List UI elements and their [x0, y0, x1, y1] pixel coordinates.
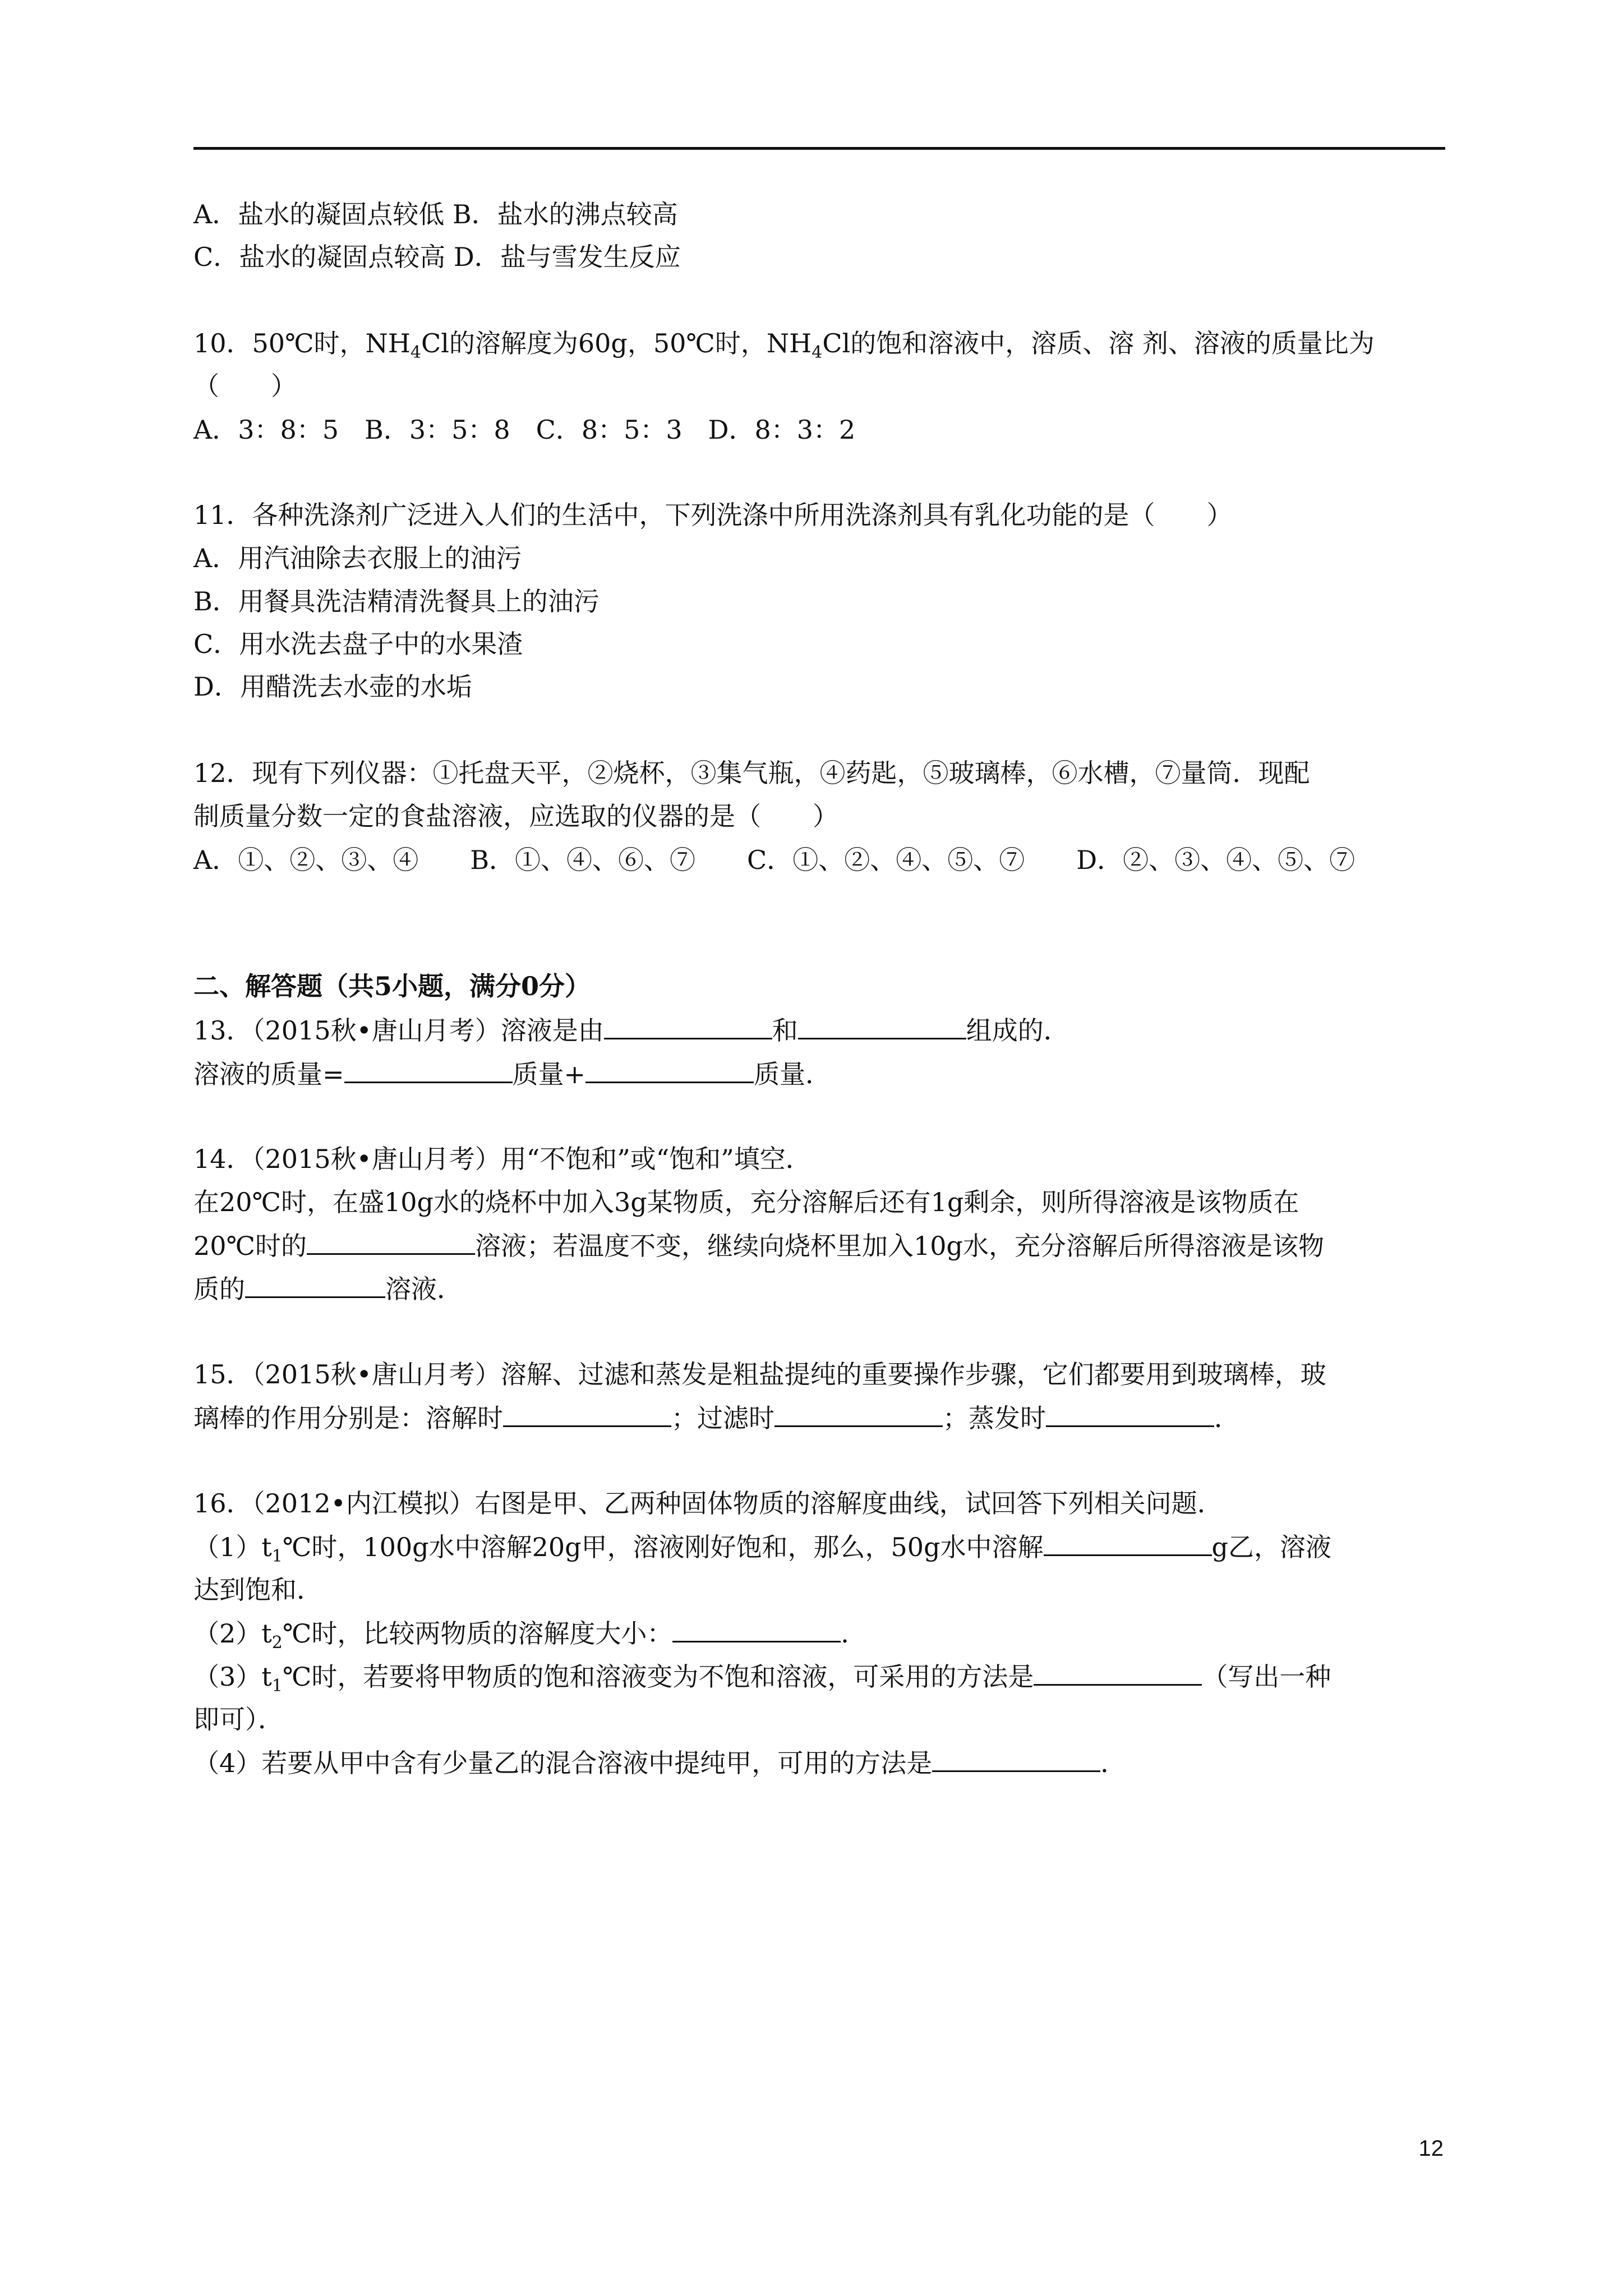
q16-part2: $(2)t_2℃$时，比较两物质的溶解度大小： ． [193, 1616, 866, 1650]
answer-blank[interactable] [932, 1746, 1100, 1772]
page-number: 12 [1418, 2136, 1444, 2161]
q16-part3: $(3)t_1℃$时，若要将甲物质的饱和溶液变为不饱和溶液，可采用的方法是 （写出一种 [193, 1659, 1331, 1694]
q15-line2: 璃棒的作用分别是：溶解时 ；过滤时 ；蒸发时 ． [193, 1401, 1240, 1435]
answer-blank[interactable] [1046, 1401, 1214, 1427]
answer-blank[interactable] [307, 1228, 475, 1255]
answer-blank[interactable] [672, 1616, 841, 1642]
q10-stem: 10．50℃时，$NH_4Cl$的溶解度为60g，50℃时，$NH_4Cl$的饱和溶液中，溶质、溶 剂、溶液的质量比为 [193, 328, 1375, 363]
q14-line4: 质的 溶液． [193, 1272, 463, 1306]
q14-line3: 20℃时的 溶液；若温度不变，继续向烧杯里加入10g水，充分溶解后所得溶液是该物 [193, 1228, 1324, 1263]
answer-blank[interactable] [344, 1057, 513, 1083]
q12-stem-line2: 制质量分数一定的食盐溶液，应选取的仪器的是（ ） [193, 801, 838, 831]
header-rule [193, 147, 1445, 150]
answer-blank[interactable] [1044, 1530, 1212, 1556]
answer-blank[interactable] [585, 1057, 754, 1083]
q14-line2: 在20℃时，在盛10g水的烧杯中加入3g某物质，充分溶解后还有1g剩余，则所得溶液是该物质在 [193, 1187, 1299, 1217]
q16-part4: （4）若要从甲中含有少量乙的混合溶液中提纯甲，可用的方法是 ． [193, 1746, 1126, 1780]
answer-blank[interactable] [798, 1013, 966, 1039]
q11-stem: 11．各种洗涤剂广泛进入人们的生活中，下列洗涤中所用洗涤剂具有乳化功能的是（ ） [193, 500, 1233, 530]
answer-blank[interactable] [503, 1401, 671, 1427]
q11-option-d: D．用醋洗去水壶的水垢 [193, 671, 472, 702]
q16-stem: 16．（2012•内江模拟）右图是甲、乙两种固体物质的溶解度曲线，试回答下列相关问题． [193, 1488, 1223, 1519]
answer-blank[interactable] [1034, 1659, 1202, 1686]
q16-part1: $(1)t_1℃$时，100g水中溶解20g甲，溶液刚好饱和，那么，50g水中溶解 g乙，溶液 [193, 1530, 1331, 1564]
q16-part3-cont: 即可）． [193, 1704, 284, 1734]
q12-options: A．①、②、③、④ B．①、④、⑥、⑦ C．①、②、④、⑤、⑦ D．②、③、④、⑤、⑦ [193, 845, 1355, 875]
q9-options-ab: A．盐水的凝固点较低 B．盐水的沸点较高 [193, 199, 678, 229]
q14-line1: 14．（2015秋•唐山月考）用“不饱和”或“饱和”填空． [193, 1144, 811, 1174]
answer-blank[interactable] [245, 1272, 385, 1298]
q11-option-b: B．用餐具洗洁精清洗餐具上的油污 [193, 586, 600, 616]
q11-option-a: A．用汽油除去衣服上的油污 [193, 543, 522, 573]
q13-line1: 13．（2015秋•唐山月考）溶液是由 和 组成的． [193, 1013, 1069, 1047]
q11-option-c: C．用水洗去盘子中的水果渣 [193, 629, 523, 659]
q10-options: A．3：8：5 B．3：5：8 C．8：5：3 D．8：3：2 [193, 415, 856, 445]
q12-stem-line1: 12．现有下列仪器：①托盘天平，②烧杯，③集气瓶，④药匙，⑤玻璃棒，⑥水槽，⑦量筒．现配 [193, 758, 1310, 788]
section-title: 二、解答题（共5小题，满分0分） [193, 971, 591, 1001]
q13-line2: 溶液的质量= 质量+ 质量． [193, 1057, 831, 1091]
q16-part1-cont: 达到饱和． [193, 1575, 322, 1605]
q15-line1: 15．（2015秋•唐山月考）溶解、过滤和蒸发是粗盐提纯的重要操作步骤，它们都要用到玻璃棒，玻 [193, 1359, 1326, 1389]
q9-options-cd: C．盐水的凝固点较高 D．盐与雪发生反应 [193, 242, 681, 272]
answer-blank[interactable] [604, 1013, 772, 1039]
answer-blank[interactable] [774, 1401, 943, 1427]
q10-paren: （ ） [193, 371, 297, 401]
